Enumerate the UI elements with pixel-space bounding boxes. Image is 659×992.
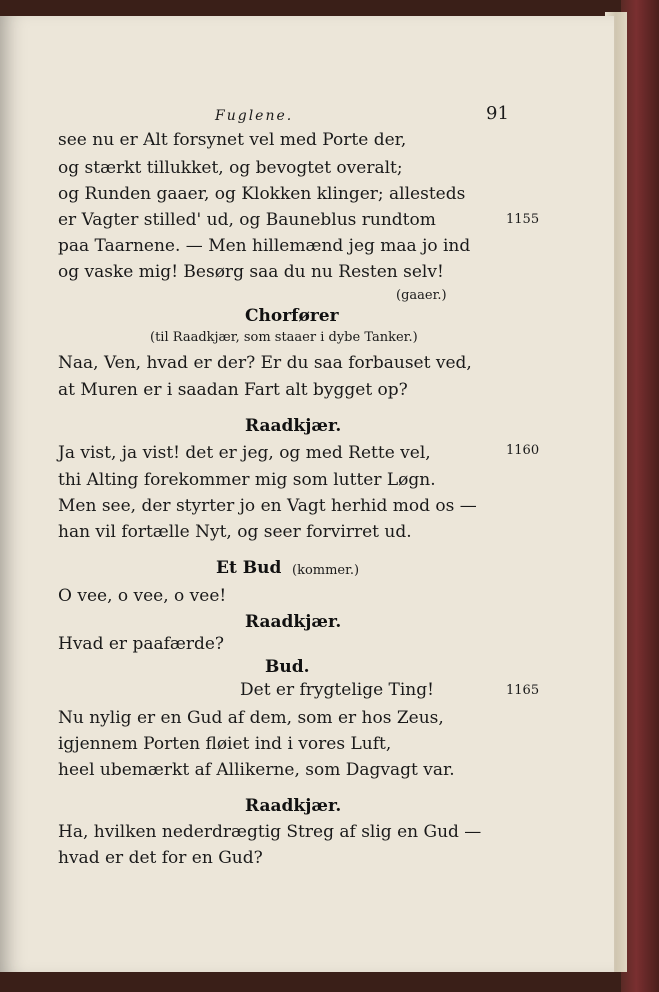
verse-line: Det er frygtelige Ting!: [240, 680, 434, 700]
verse-line: Naa, Ven, hvad er der? Er du saa forbauset ved,: [58, 353, 472, 373]
verse-line: og vaske mig! Besørg saa du nu Resten selv!: [58, 262, 444, 282]
stage-direction: (gaaer.): [396, 288, 447, 303]
speaker-name: Raadkjær.: [245, 796, 342, 816]
speaker-name: Raadkjær.: [245, 612, 342, 632]
verse-line: paa Taarnene. — Men hillemænd jeg maa jo ind: [58, 236, 471, 256]
speaker-name: Et Bud: [216, 558, 282, 578]
line-number: 1160: [506, 443, 540, 458]
verse-line: og stærkt tillukket, og bevogtet overalt;: [58, 158, 403, 178]
verse-line: og Runden gaaer, og Klokken klinger; allesteds: [58, 184, 466, 204]
verse-line: O vee, o vee, o vee!: [58, 586, 227, 606]
page-number: 91: [486, 103, 509, 124]
verse-line: er Vagter stilled' ud, og Bauneblus rundtom: [58, 210, 436, 230]
stage-direction: (kommer.): [292, 563, 360, 578]
line-number: 1155: [506, 212, 540, 227]
speaker-name: Chorfører: [245, 306, 339, 326]
speaker-name: Raadkjær.: [245, 416, 342, 436]
verse-line: heel ubemærkt af Allikerne, som Dagvagt var.: [58, 760, 455, 780]
verse-line: Ja vist, ja vist! det er jeg, og med Rette vel,: [58, 443, 431, 463]
verse-line: Hvad er paafærde?: [58, 634, 225, 654]
verse-line: see nu er Alt forsynet vel med Porte der,: [58, 130, 407, 150]
stage-direction: (til Raadkjær, som staaer i dybe Tanker.): [150, 330, 418, 345]
verse-line: thi Alting forekommer mig som lutter Løgn.: [58, 470, 436, 490]
line-number: 1165: [506, 683, 540, 698]
verse-line: han vil fortælle Nyt, og seer forvirret ud.: [58, 522, 412, 542]
verse-line: Ha, hvilken nederdrægtig Streg af slig en Gud —: [58, 822, 482, 842]
verse-line: igjennem Porten fløiet ind i vores Luft,: [58, 734, 392, 754]
speaker-name: Bud.: [265, 657, 310, 677]
verse-line: Nu nylig er en Gud af dem, som er hos Zeus,: [58, 708, 444, 728]
verse-line: Men see, der styrter jo en Vagt herhid mod os —: [58, 496, 477, 516]
verse-line: at Muren er i saadan Fart alt bygget op?: [58, 380, 408, 400]
verse-line: hvad er det for en Gud?: [58, 848, 263, 868]
running-header: Fuglene.: [215, 108, 294, 124]
